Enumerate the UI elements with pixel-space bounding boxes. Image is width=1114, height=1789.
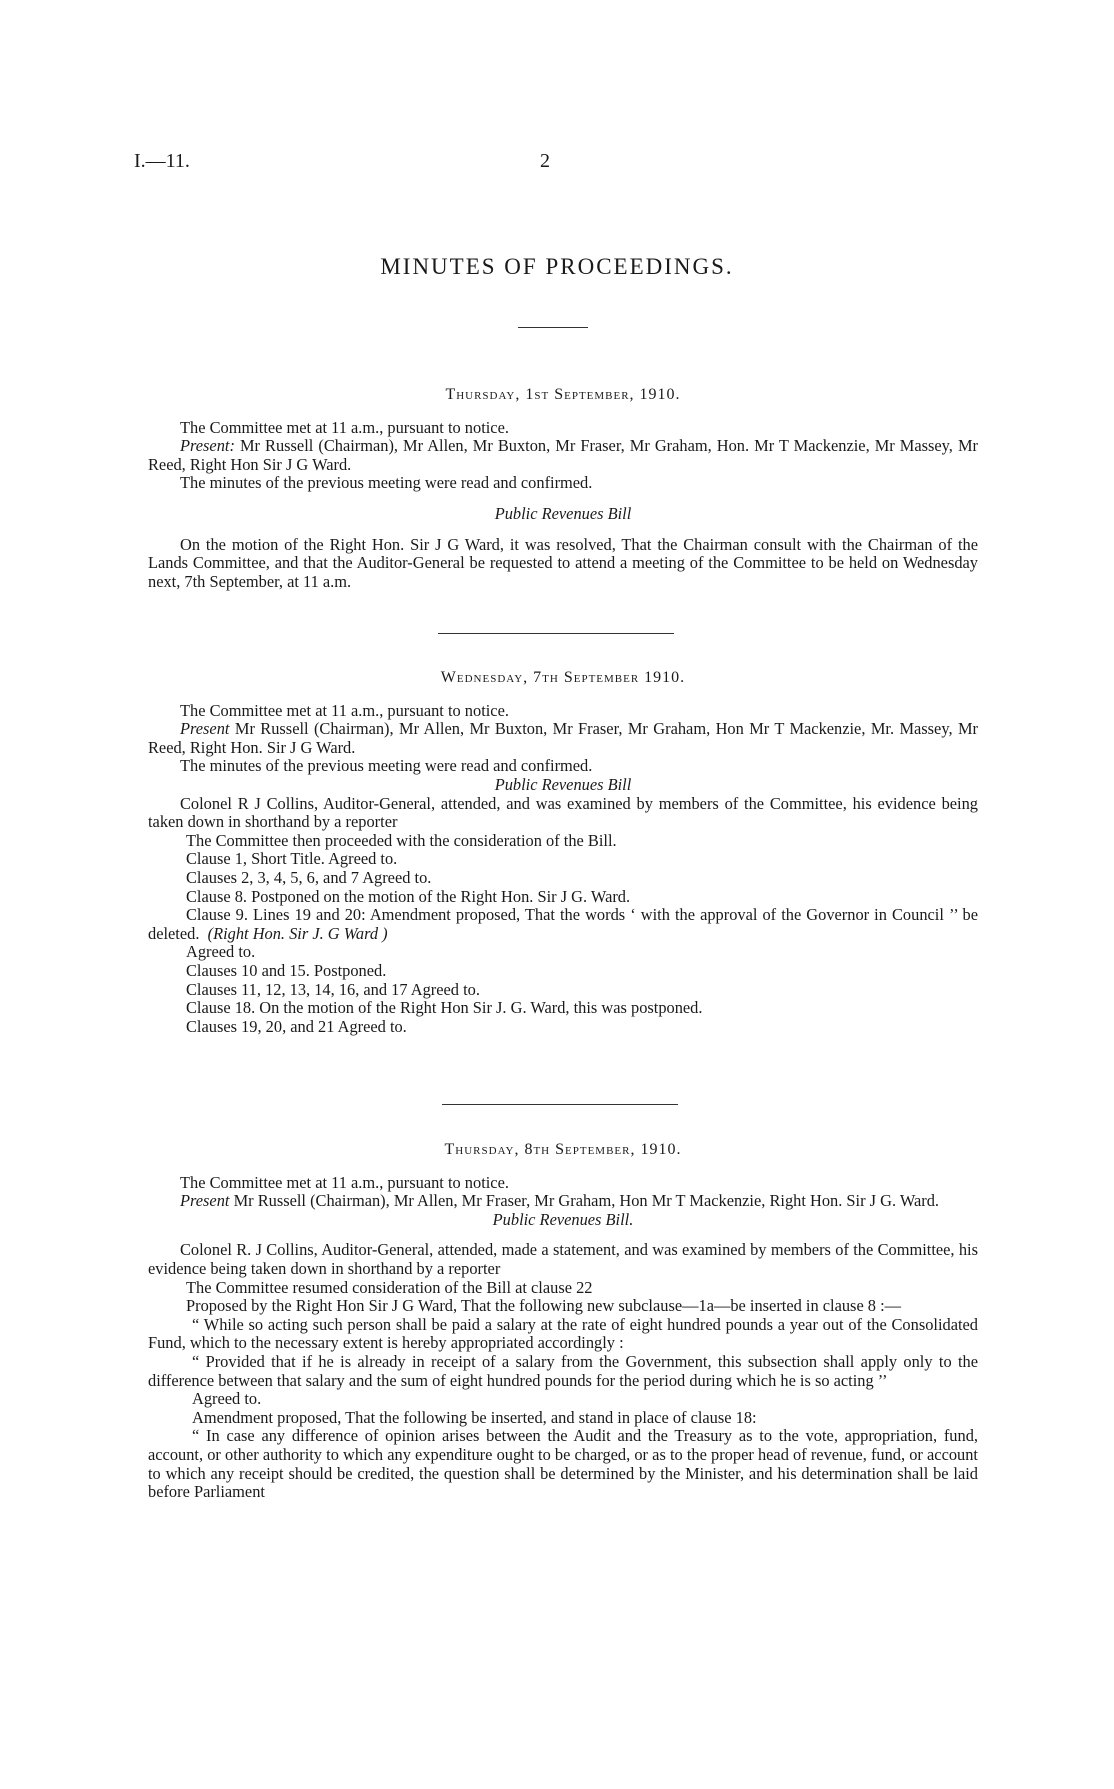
meeting-date: Wednesday, 7th September 1910. — [440, 669, 686, 686]
evidence-text: Colonel R. J Collins, Auditor-General, attended, made a statement, and was examined by members of the Committee, his evidence being taken down in shorthand by a reporter — [148, 1240, 978, 1278]
clause-9-text: Clause 9. Lines 19 and 20: Amendment proposed, That the words ‘ with the approval of the Governor in Council ’’ be deleted. — [148, 905, 978, 943]
meeting-met: The Committee met at 11 a.m., pursuant to notice. — [180, 417, 509, 437]
present-list — [148, 437, 978, 474]
quoted-clause: “ In case any difference of opinion arises between the Audit and the Treasury as to the vote, appropriation, fund, account, or other authority to which any expenditure ought to be charged, or as to the proper head of revenue, fund, or account to which any receipt should be credited, the question shall be determined by the Minister, and his determination shall be laid before Parliament — [148, 1426, 978, 1502]
meeting-3 — [148, 1141, 978, 1502]
clause-line: Clauses 11, 12, 13, 14, 16, and 17 Agreed to. — [186, 979, 480, 999]
meeting-2 — [148, 669, 978, 1036]
clause-line — [148, 906, 978, 943]
present-text: Mr Russell (Chairman), Mr Allen, Mr Buxton, Mr Fraser, Mr Graham, Hon Mr T Mackenzie, Mr. Massey, Mr Reed, Right Hon. Sir J G Ward. — [148, 719, 978, 757]
present-list — [148, 720, 978, 757]
clause-line: Clause 8. Postponed on the motion of the Right Hon. Sir J G. Ward. — [186, 886, 631, 906]
present-text: Mr Russell (Chairman), Mr Allen, Mr Fraser, Mr Graham, Hon Mr T Mackenzie, Right Hon. Sir J G. Ward. — [233, 1191, 940, 1211]
meeting-date: Thursday, 8th September, 1910. — [444, 1141, 682, 1158]
clause-9-mover: (Right Hon. Sir J. G Ward ) — [207, 923, 388, 943]
clause-line: Clauses 10 and 15. Postponed. — [186, 960, 387, 980]
clause-line: Clauses 19, 20, and 21 Agreed to. — [186, 1016, 407, 1036]
title-rule — [518, 327, 588, 328]
present-label: Present: — [180, 436, 235, 456]
proceeding-line: The Committee then proceeded with the consideration of the Bill. — [186, 830, 617, 850]
subject-heading: Public Revenues Bill — [494, 774, 632, 794]
amendment-line: Amendment proposed, That the following be inserted, and stand in place of clause 18: — [192, 1407, 757, 1427]
clause-line: Clauses 2, 3, 4, 5, 6, and 7 Agreed to. — [186, 867, 432, 887]
quoted-proviso: “ Provided that if he is already in receipt of a salary from the Government, this subsection shall apply only to the difference between that salary and the sum of eight hundred pounds for the period during which he is so acting ’’ — [148, 1351, 978, 1390]
subject-heading: Public Revenues Bill — [494, 503, 632, 523]
evidence-text: Colonel R J Collins, Auditor-General, attended, and was examined by members of the Committee, his evidence being taken down in shorthand by a reporter — [148, 793, 978, 832]
present-label: Present — [180, 1191, 230, 1211]
page-number: 2 — [540, 150, 550, 172]
minutes-confirmed: The minutes of the previous meeting were read and confirmed. — [180, 473, 593, 493]
minutes-confirmed: The minutes of the previous meeting were read and confirmed. — [180, 756, 593, 776]
subject-heading: Public Revenues Bill. — [492, 1209, 634, 1229]
agreed-line: Agreed to. — [186, 942, 256, 962]
meeting-date: Thursday, 1st September, 1910. — [445, 386, 681, 403]
agreed-line: Agreed to. — [192, 1389, 262, 1409]
present-text: Mr Russell (Chairman), Mr Allen, Mr Buxton, Mr Fraser, Mr Graham, Hon. Mr T Mackenzie, Mr Massey, Mr Reed, Right Hon Sir J G Ward. — [148, 436, 978, 474]
meeting-1 — [148, 386, 978, 591]
paper-reference: I.—11. — [134, 150, 190, 172]
section-rule — [438, 633, 674, 634]
clause-line: Clause 1, Short Title. Agreed to. — [186, 849, 398, 869]
clause-line: Clause 18. On the motion of the Right Hon Sir J. G. Ward, this was postponed. — [186, 998, 703, 1018]
motion-text: On the motion of the Right Hon. Sir J G Ward, it was resolved, That the Chairman consult with the Chairman of the Lands Committee, and that the Auditor-General be requested to attend a meeting of the Committee to be held on Wednesday next, 7th September, at 11 a.m. — [148, 534, 978, 591]
meeting-met: The Committee met at 11 a.m., pursuant to notice. — [180, 1172, 509, 1192]
proceeding-line: The Committee resumed consideration of the Bill at clause 22 — [186, 1277, 593, 1297]
present-label: Present — [180, 719, 230, 739]
present-list — [148, 1192, 978, 1211]
proposal-text: Proposed by the Right Hon Sir J G Ward, That the following new subclause—1a—be inserted in clause 8 :— — [186, 1296, 902, 1316]
section-rule — [442, 1104, 678, 1105]
quoted-subclause: “ While so acting such person shall be paid a salary at the rate of eight hundred pounds a year out of the Consolidated Fund, which to the necessary extent is hereby appropriated accordingly : — [148, 1314, 978, 1353]
meeting-met: The Committee met at 11 a.m., pursuant to notice. — [180, 700, 509, 720]
page-title: MINUTES OF PROCEEDINGS. — [380, 254, 734, 279]
